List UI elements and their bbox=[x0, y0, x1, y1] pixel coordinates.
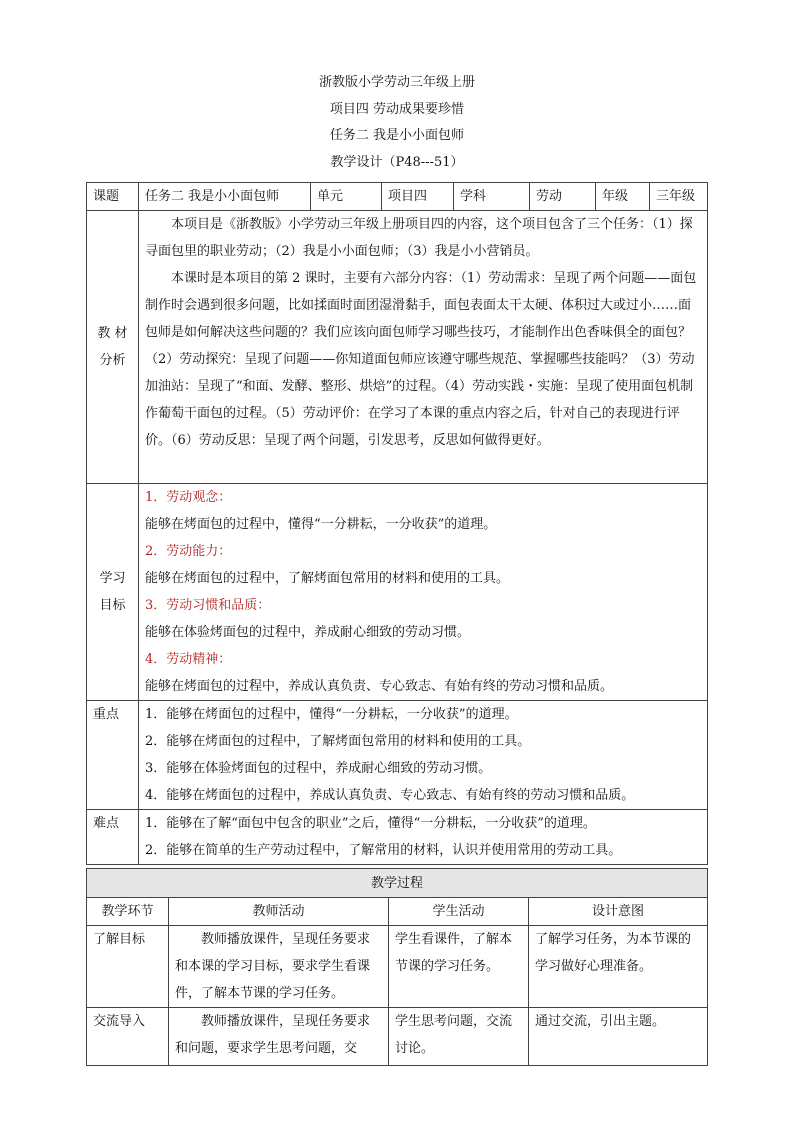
doc-title-design: 教学设计（P48---51） bbox=[330, 154, 464, 170]
material-label-line1: 教 材 bbox=[97, 326, 128, 341]
goals-label-line1: 学习 bbox=[99, 571, 126, 586]
material-label bbox=[87, 211, 139, 484]
goal-1-text: 能够在烤面包的过程中，懂得“一分耕耘，一分收获”的道理。 bbox=[145, 517, 497, 532]
header-intent: 设计意图 bbox=[529, 898, 708, 926]
doc-title-textbook: 浙教版小学劳动三年级上册 bbox=[318, 75, 475, 90]
goal-2-text: 能够在烤面包的过程中，了解烤面包常用的材料和使用的工具。 bbox=[145, 571, 510, 586]
row-2-student: 学生思考问题，交流讨论。 bbox=[389, 1008, 529, 1066]
row-1-intent: 了解学习任务，为本节课的学习做好心理准备。 bbox=[529, 926, 708, 1008]
course-label: 课题 bbox=[87, 183, 139, 211]
goal-1-title: 1．劳动观念： bbox=[145, 490, 232, 505]
goals-label bbox=[87, 484, 139, 701]
difficulties-content bbox=[139, 810, 708, 865]
course-value: 任务二 我是小小面包师 bbox=[139, 183, 311, 211]
table-row bbox=[87, 1008, 708, 1066]
goals-label-line2: 目标 bbox=[99, 598, 126, 613]
difficulties-label: 难点 bbox=[87, 810, 139, 865]
header-student: 学生活动 bbox=[389, 898, 529, 926]
subject-value: 劳动 bbox=[530, 183, 596, 211]
unit-value: 项目四 bbox=[382, 183, 454, 211]
key-point-4: 4．能够在烤面包的过程中，养成认真负责、专心致志、有始有终的劳动习惯和品质。 bbox=[145, 788, 635, 803]
goal-4-title: 4．劳动精神： bbox=[145, 652, 232, 667]
difficulty-1: 1．能够在了解“面包中包含的职业”之后，懂得“一分耕耘，一分收获”的道理。 bbox=[145, 816, 596, 831]
row-2-intent: 通过交流，引出主题。 bbox=[529, 1008, 708, 1066]
grade-value: 三年级 bbox=[650, 183, 708, 211]
goal-3-text: 能够在体验烤面包的过程中，养成耐心细致的劳动习惯。 bbox=[145, 625, 471, 640]
difficulty-2: 2．能够在简单的生产劳动过程中，了解常用的材料，认识并使用常用的劳动工具。 bbox=[145, 843, 622, 858]
document-titles bbox=[0, 70, 794, 176]
process-title: 教学过程 bbox=[87, 869, 708, 898]
grade-label: 年级 bbox=[596, 183, 650, 211]
key-point-2: 2．能够在烤面包的过程中，了解烤面包常用的材料和使用的工具。 bbox=[145, 734, 531, 749]
row-2-teacher: 教师播放课件，呈现任务要求和问题，要求学生思考问题，交 bbox=[169, 1008, 389, 1066]
goals-content bbox=[139, 484, 708, 701]
unit-label: 单元 bbox=[311, 183, 382, 211]
key-points-label: 重点 bbox=[87, 701, 139, 810]
material-content bbox=[139, 211, 708, 484]
goal-3-title: 3．劳动习惯和品质： bbox=[145, 598, 271, 613]
key-point-3: 3．能够在体验烤面包的过程中，养成耐心细致的劳动习惯。 bbox=[145, 761, 492, 776]
row-2-stage: 交流导入 bbox=[87, 1008, 169, 1066]
key-points-content bbox=[139, 701, 708, 810]
doc-title-project: 项目四 劳动成果要珍惜 bbox=[329, 101, 465, 117]
goal-2-title: 2．劳动能力： bbox=[145, 544, 232, 559]
lesson-info-table bbox=[86, 182, 708, 865]
material-paragraph-2: 本课时是本项目的第 2 课时，主要有六部分内容：（1）劳动需求：呈现了两个问题——面包制作时会遇到很多问题，比如揉面时面团湿滑黏手，面包表面太干太硬、体积过大或过小……面包师是如何解决这些问题的？我们应该向面包师学习哪些技巧，才能制作出色香味俱全的面包？（2）劳动探究：呈现了问题——你知道面包师应该遵守哪些规范、掌握哪些技能吗？（3）劳动加油站：呈现了“和面、发酵、整形、烘焙”的过程。（4）劳动实践・实施：呈现了使用面包机制作葡萄干面包的过程。（5）劳动评价：在学习了本课的重点内容之后，针对自己的表现进行评价。（6）劳动反思：呈现了两个问题，引发思考，反思如何做得更好。 bbox=[145, 271, 697, 448]
doc-title-task: 任务二 我是小小面包师 bbox=[329, 128, 465, 143]
header-stage: 教学环节 bbox=[87, 898, 169, 926]
key-point-1: 1．能够在烤面包的过程中，懂得“一分耕耘，一分收获”的道理。 bbox=[145, 707, 518, 722]
subject-label: 学科 bbox=[454, 183, 530, 211]
material-label-line2: 分析 bbox=[99, 353, 126, 368]
material-paragraph-1: 本项目是《浙教版》小学劳动三年级上册项目四的内容，这个项目包含了三个任务：（1）探寻面包里的职业劳动；（2）我是小小面包师；（3）我是小小营销员。 bbox=[145, 217, 693, 259]
row-1-student: 学生看课件，了解本节课的学习任务。 bbox=[389, 926, 529, 1008]
goal-4-text: 能够在烤面包的过程中，养成认真负责、专心致志、有始有终的劳动习惯和品质。 bbox=[145, 679, 614, 694]
row-1-teacher: 教师播放课件，呈现任务要求和本课的学习目标，要求学生看课件，了解本节课的学习任务。 bbox=[169, 926, 389, 1008]
row-1-stage: 了解目标 bbox=[87, 926, 169, 1008]
table-row bbox=[87, 926, 708, 1008]
header-teacher: 教师活动 bbox=[169, 898, 389, 926]
teaching-process-table bbox=[86, 868, 708, 1066]
